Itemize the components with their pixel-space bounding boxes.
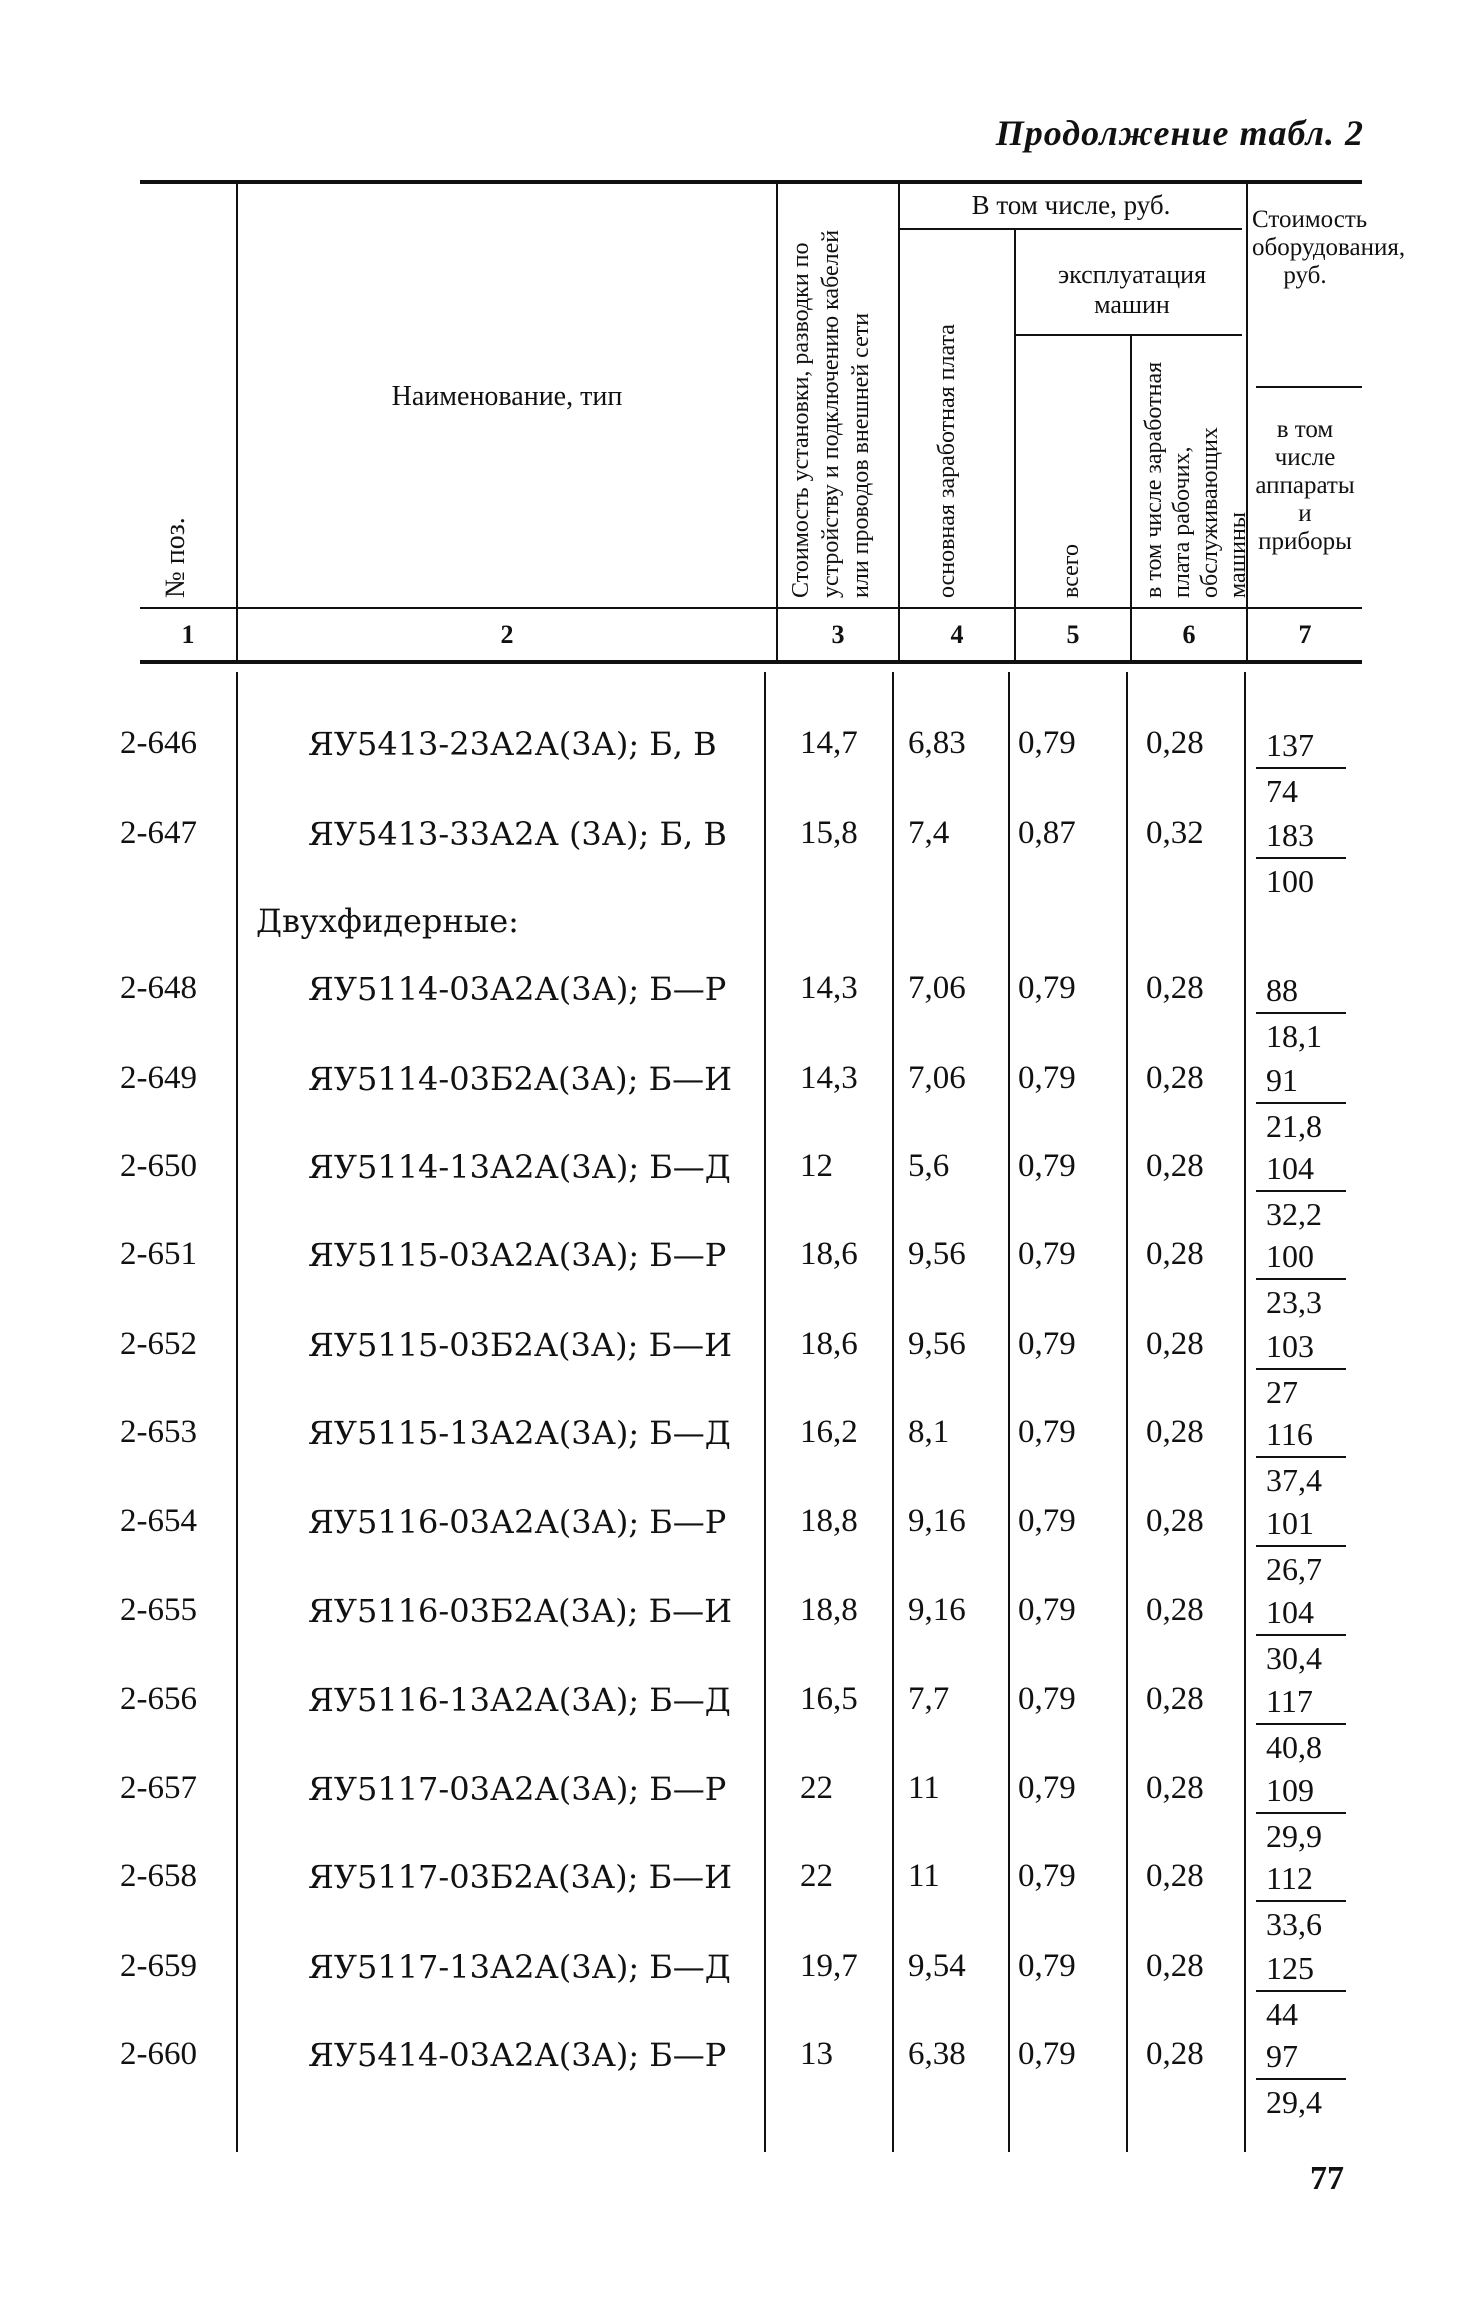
- exploit-total-cell: 0,79: [1018, 1948, 1076, 1984]
- exploit-salary-cell: 0,28: [1146, 1770, 1204, 1806]
- equipment-cost-fraction: [1256, 1234, 1346, 1324]
- pos-cell: 2-649: [120, 1060, 197, 1096]
- exploit-salary-cell: 0,28: [1146, 1414, 1204, 1450]
- salary-cell: 7,7: [908, 1681, 950, 1717]
- equip-rule: [1256, 386, 1362, 388]
- name-cell: ЯУ5117-13А2А(3А); Б—Д: [308, 1948, 731, 1986]
- pos-cell: 2-656: [120, 1681, 197, 1717]
- header-group: В том числе, руб.: [971, 190, 1171, 220]
- pos-cell: 2-650: [120, 1148, 197, 1184]
- exploit-total-cell: 0,79: [1018, 970, 1076, 1006]
- exploit-total-cell: 0,79: [1018, 1414, 1076, 1450]
- header-inclsalary: в том числе заработная плата рабочих, обслуживающих машины: [1141, 361, 1251, 598]
- header-sep-5: [1130, 334, 1132, 660]
- exploit-total-cell: 0,79: [1018, 1858, 1076, 1894]
- exploit-salary-cell: 0,28: [1146, 1592, 1204, 1628]
- name-cell: ЯУ5115-13А2А(3А); Б—Д: [308, 1414, 731, 1452]
- equipment-cost-fraction: [1256, 813, 1346, 903]
- salary-cell: 9,56: [908, 1236, 966, 1272]
- equipment-cost-cell: 88: [1256, 968, 1346, 1014]
- equipment-cost-cell: 183: [1256, 813, 1346, 859]
- install-cost-cell: 19,7: [800, 1948, 858, 1984]
- install-cost-cell: 22: [800, 1770, 833, 1806]
- salary-cell: 6,38: [908, 2036, 966, 2072]
- colnum-6: 6: [1182, 620, 1196, 649]
- install-cost-cell: 18,8: [800, 1503, 858, 1539]
- install-cost-cell: 18,6: [800, 1326, 858, 1362]
- exploit-salary-cell: 0,28: [1146, 970, 1204, 1006]
- equipment-cost-cell: 125: [1256, 1946, 1346, 1992]
- name-cell: ЯУ5114-03Б2А(3А); Б—И: [308, 1060, 732, 1098]
- equipment-devices-cell: 26,7: [1266, 1551, 1322, 1587]
- equipment-cost-fraction: [1256, 1856, 1346, 1946]
- colnum-2: 2: [500, 620, 514, 649]
- subheading-two-feeder: Двухфидерные:: [256, 902, 519, 940]
- exploit-salary-cell: 0,28: [1146, 1236, 1204, 1272]
- body-sep-5: [1126, 672, 1128, 2152]
- exploit-salary-cell: 0,28: [1146, 1948, 1204, 1984]
- salary-cell: 9,16: [908, 1592, 966, 1628]
- body-sep-4: [1008, 672, 1010, 2152]
- body-sep-6: [1244, 672, 1246, 2152]
- install-cost-cell: 13: [800, 2036, 833, 2072]
- pos-cell: 2-646: [120, 725, 197, 761]
- name-cell: ЯУ5116-03Б2А(3А); Б—И: [308, 1592, 732, 1630]
- equipment-cost-fraction: [1256, 1590, 1346, 1680]
- install-cost-cell: 14,7: [800, 725, 858, 761]
- install-cost-cell: 18,6: [800, 1236, 858, 1272]
- header-name: Наименование, тип: [391, 381, 623, 412]
- equipment-devices-cell: 74: [1266, 773, 1298, 809]
- equipment-devices-cell: 29,4: [1266, 2084, 1322, 2120]
- column-number-rule: [140, 660, 1362, 664]
- salary-cell: 7,06: [908, 970, 966, 1006]
- group-rule: [900, 228, 1242, 230]
- exploit-total-cell: 0,79: [1018, 1060, 1076, 1096]
- equipment-cost-fraction: [1256, 723, 1346, 813]
- header-equip: Стоимость оборудования, руб.: [1252, 206, 1406, 289]
- equipment-cost-cell: 104: [1256, 1590, 1346, 1636]
- equipment-cost-cell: 116: [1256, 1412, 1346, 1458]
- exploit-total-cell: 0,79: [1018, 2036, 1076, 2072]
- exploit-salary-cell: 0,28: [1146, 1060, 1204, 1096]
- install-cost-cell: 16,5: [800, 1681, 858, 1717]
- body-sep-1: [236, 672, 238, 2152]
- salary-cell: 11: [908, 1770, 940, 1806]
- exploit-total-cell: 0,79: [1018, 1148, 1076, 1184]
- name-cell: ЯУ5414-03А2А(3А); Б—Р: [308, 2036, 727, 2074]
- salary-cell: 7,4: [908, 815, 950, 851]
- equipment-devices-cell: 21,8: [1266, 1108, 1322, 1144]
- exploit-salary-cell: 0,28: [1146, 725, 1204, 761]
- name-cell: ЯУ5117-03Б2А(3А); Б—И: [308, 1858, 732, 1896]
- equipment-devices-cell: 30,4: [1266, 1640, 1322, 1676]
- exploit-total-cell: 0,79: [1018, 1326, 1076, 1362]
- colnum-7: 7: [1298, 620, 1312, 649]
- name-cell: ЯУ5116-03А2А(3А); Б—Р: [308, 1503, 727, 1541]
- pos-cell: 2-652: [120, 1326, 197, 1362]
- equipment-cost-fraction: [1256, 1946, 1346, 2036]
- body-sep-3: [892, 672, 894, 2152]
- colnum-1: 1: [181, 620, 195, 649]
- name-cell: ЯУ5116-13А2А(3А); Б—Д: [308, 1681, 731, 1719]
- install-cost-cell: 18,8: [800, 1592, 858, 1628]
- top-rule: [140, 180, 1362, 184]
- body-sep-2: [764, 672, 766, 2152]
- name-cell: ЯУ5114-13А2А(3А); Б—Д: [308, 1148, 731, 1186]
- equipment-cost-fraction: [1256, 968, 1346, 1058]
- salary-cell: 8,1: [908, 1414, 950, 1450]
- header-sep-1: [236, 184, 238, 660]
- equipment-devices-cell: 33,6: [1266, 1906, 1322, 1942]
- header-sep-4: [1014, 228, 1016, 660]
- salary-cell: 5,6: [908, 1148, 950, 1184]
- header-equipincl: в том числе аппараты и приборы: [1255, 416, 1355, 555]
- install-cost-cell: 12: [800, 1148, 833, 1184]
- equipment-devices-cell: 40,8: [1266, 1729, 1322, 1765]
- exploit-total-cell: 0,79: [1018, 1592, 1076, 1628]
- exploit-total-cell: 0,79: [1018, 1236, 1076, 1272]
- equipment-cost-cell: 100: [1256, 1234, 1346, 1280]
- equipment-cost-cell: 103: [1256, 1324, 1346, 1370]
- pos-cell: 2-648: [120, 970, 197, 1006]
- exploit-salary-cell: 0,32: [1146, 815, 1204, 851]
- equipment-cost-cell: 112: [1256, 1856, 1346, 1902]
- header-install: Стоимость установки, разводки по устройству и подключению кабелей или проводов внешней сети: [788, 229, 874, 598]
- pos-cell: 2-660: [120, 2036, 197, 2072]
- salary-cell: 9,56: [908, 1326, 966, 1362]
- equipment-cost-cell: 101: [1256, 1501, 1346, 1547]
- salary-cell: 6,83: [908, 725, 966, 761]
- install-cost-cell: 14,3: [800, 970, 858, 1006]
- exploit-total-cell: 0,79: [1018, 1770, 1076, 1806]
- header-sep-2: [776, 184, 778, 660]
- exploit-total-cell: 0,79: [1018, 1503, 1076, 1539]
- pos-cell: 2-653: [120, 1414, 197, 1450]
- pos-cell: 2-647: [120, 815, 197, 851]
- exploit-salary-cell: 0,28: [1146, 1326, 1204, 1362]
- equipment-cost-cell: 109: [1256, 1768, 1346, 1814]
- name-cell: ЯУ5413-33А2А (3А); Б, В: [308, 815, 727, 853]
- header-pos: № поз.: [160, 517, 191, 598]
- header-salary: основная заработная плата: [934, 324, 960, 598]
- equipment-cost-fraction: [1256, 1501, 1346, 1591]
- install-cost-cell: 16,2: [800, 1414, 858, 1450]
- equipment-cost-fraction: [1256, 2034, 1346, 2124]
- name-cell: ЯУ5117-03А2А(3А); Б—Р: [308, 1770, 727, 1808]
- name-cell: ЯУ5413-23А2А(3А); Б, В: [308, 725, 717, 763]
- colnum-4: 4: [950, 620, 964, 649]
- equipment-cost-cell: 97: [1256, 2034, 1346, 2080]
- equipment-cost-fraction: [1256, 1324, 1346, 1414]
- pos-cell: 2-651: [120, 1236, 197, 1272]
- pos-cell: 2-659: [120, 1948, 197, 1984]
- equipment-cost-cell: 117: [1256, 1679, 1346, 1725]
- colnum-3: 3: [831, 620, 845, 649]
- salary-cell: 9,16: [908, 1503, 966, 1539]
- name-cell: ЯУ5115-03А2А(3А); Б—Р: [308, 1236, 727, 1274]
- colnum-5: 5: [1066, 620, 1080, 649]
- exploit-total-cell: 0,79: [1018, 725, 1076, 761]
- equipment-devices-cell: 18,1: [1266, 1018, 1322, 1054]
- pos-cell: 2-654: [120, 1503, 197, 1539]
- equipment-cost-cell: 104: [1256, 1146, 1346, 1192]
- equipment-devices-cell: 23,3: [1266, 1284, 1322, 1320]
- salary-cell: 11: [908, 1858, 940, 1894]
- equipment-cost-fraction: [1256, 1679, 1346, 1769]
- exploit-salary-cell: 0,28: [1146, 2036, 1204, 2072]
- continuation-caption: Продолжение табл. 2: [995, 113, 1364, 153]
- equipment-devices-cell: 44: [1266, 1996, 1298, 2032]
- equipment-devices-cell: 100: [1266, 863, 1314, 899]
- salary-cell: 7,06: [908, 1060, 966, 1096]
- page-number: 77: [1310, 2160, 1344, 2197]
- equipment-devices-cell: 29,9: [1266, 1818, 1322, 1854]
- install-cost-cell: 14,3: [800, 1060, 858, 1096]
- exploit-salary-cell: 0,28: [1146, 1858, 1204, 1894]
- exploit-total-cell: 0,79: [1018, 1681, 1076, 1717]
- exploit-total-cell: 0,87: [1018, 815, 1076, 851]
- equipment-cost-fraction: [1256, 1768, 1346, 1858]
- exploit-salary-cell: 0,28: [1146, 1681, 1204, 1717]
- install-cost-cell: 22: [800, 1858, 833, 1894]
- pos-cell: 2-657: [120, 1770, 197, 1806]
- equipment-cost-fraction: [1256, 1146, 1346, 1236]
- header-exploit: эксплуатация машин: [1057, 260, 1207, 319]
- header-bottom-rule: [140, 607, 1362, 609]
- pos-cell: 2-655: [120, 1592, 197, 1628]
- exploit-salary-cell: 0,28: [1146, 1148, 1204, 1184]
- header-total: всего: [1058, 543, 1084, 598]
- equipment-cost-cell: 137: [1256, 723, 1346, 769]
- equipment-cost-fraction: [1256, 1412, 1346, 1502]
- equipment-devices-cell: 37,4: [1266, 1462, 1322, 1498]
- exploit-salary-cell: 0,28: [1146, 1503, 1204, 1539]
- equipment-cost-fraction: [1256, 1058, 1346, 1148]
- install-cost-cell: 15,8: [800, 815, 858, 851]
- equipment-cost-cell: 91: [1256, 1058, 1346, 1104]
- name-cell: ЯУ5114-03А2А(3А); Б—Р: [308, 970, 727, 1008]
- header-sep-3: [898, 184, 900, 660]
- equipment-devices-cell: 27: [1266, 1374, 1298, 1410]
- salary-cell: 9,54: [908, 1948, 966, 1984]
- equipment-devices-cell: 32,2: [1266, 1196, 1322, 1232]
- name-cell: ЯУ5115-03Б2А(3А); Б—И: [308, 1326, 732, 1364]
- pos-cell: 2-658: [120, 1858, 197, 1894]
